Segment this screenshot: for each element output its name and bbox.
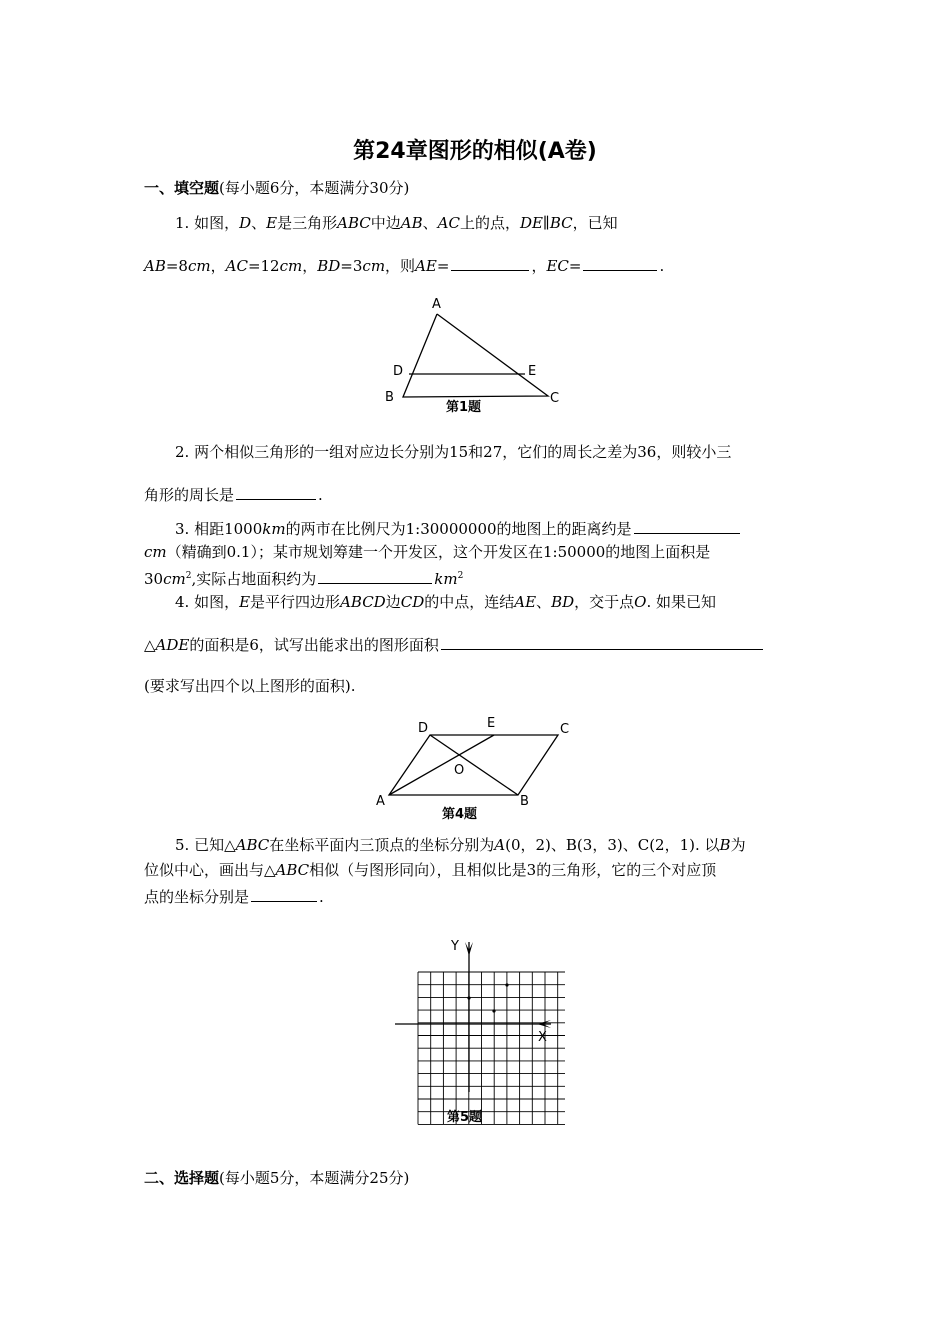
q5-text: 相似（与图形同向），且相似比是3的三角形，它的三个对应顶	[309, 861, 717, 879]
q4-text: 的中点，连结	[424, 593, 515, 611]
q3-text: 3. 相距1000	[175, 520, 263, 538]
point-label-d: D	[393, 364, 404, 379]
figure-5	[385, 932, 565, 1132]
q4-answer-blank[interactable]	[441, 633, 763, 650]
q5-var: ABC	[275, 861, 310, 879]
q3-line1	[175, 517, 742, 540]
point-label-d: D	[418, 721, 429, 736]
q1-text: =8	[165, 257, 188, 275]
point-b	[505, 983, 508, 986]
q3-answer-blank-area[interactable]	[318, 567, 432, 584]
q1-var: AB	[400, 214, 423, 232]
q1-unit: cm	[187, 257, 211, 275]
q4-text: △	[144, 636, 156, 654]
q1-unit: cm	[279, 257, 303, 275]
figure-5-caption: 第5题	[447, 1110, 483, 1125]
figure-4-svg	[368, 708, 578, 826]
q1-line2	[144, 254, 664, 277]
q5-line3	[144, 885, 324, 908]
q5-text: .	[319, 888, 324, 906]
q5-line1	[175, 834, 746, 856]
q3-line3	[144, 565, 463, 590]
q4-text: 是平行四边形	[250, 593, 341, 611]
section2-note: (每小题5分，本题满分25分)	[219, 1169, 410, 1187]
q1-text: 上的点，	[459, 214, 520, 232]
section1-heading	[144, 177, 409, 199]
q1-text: 是三角形	[277, 214, 338, 232]
figure-1-caption: 第1题	[446, 400, 482, 415]
q1-answer-blank-ae[interactable]	[451, 254, 529, 271]
q4-var: ABCD	[340, 593, 386, 611]
q2-line1: 2. 两个相似三角形的一组对应边长分别为15和27，它们的周长之差为36，则较小三	[175, 443, 732, 461]
q1-text: 、	[422, 214, 438, 232]
q3-superscript: 2	[185, 571, 192, 581]
coordinate-grid	[418, 972, 565, 1124]
q5-text: (0，2)、B(3，3)、C(2，1). 以	[505, 836, 720, 854]
q1-text: =12	[247, 257, 280, 275]
q5-var: A	[494, 836, 506, 854]
q1-var: BD	[317, 257, 341, 275]
q1-line1	[175, 212, 618, 234]
q1-text: ，	[210, 257, 226, 275]
q4-var: BD	[551, 593, 575, 611]
q3-unit: km	[262, 520, 286, 538]
q1-var: EC	[546, 257, 569, 275]
q4-text: 的面积是6，试写出能求出的图形面积	[189, 636, 439, 654]
point-label-c: C	[560, 722, 570, 737]
q4-var: E	[239, 593, 251, 611]
q1-var: E	[266, 214, 278, 232]
point-label-c: C	[550, 391, 560, 406]
q1-var: D	[239, 214, 252, 232]
section2-heading-text: 二、选择题	[144, 1169, 220, 1187]
q1-unit: cm	[362, 257, 386, 275]
q2-line2	[144, 483, 323, 506]
q1-var: AB	[144, 257, 166, 275]
q1-text: ，	[531, 257, 547, 275]
axis-label-y: Y	[451, 939, 459, 954]
q4-text: . 如果已知	[646, 593, 716, 611]
q1-text: =3	[340, 257, 363, 275]
q3-superscript: 2	[457, 571, 464, 581]
q3-unit: km	[434, 570, 458, 588]
q4-text: 边	[385, 593, 401, 611]
point-c	[492, 1009, 495, 1012]
q1-answer-blank-ec[interactable]	[583, 254, 657, 271]
point-label-e: E	[487, 716, 496, 731]
point-label-b: B	[385, 390, 394, 405]
section1-heading-text: 一、填空题	[144, 179, 220, 197]
section1-note: (每小题6分，本题满分30分)	[219, 179, 410, 197]
point-a	[467, 996, 470, 999]
q1-text: ，则	[385, 257, 416, 275]
q3-line2	[144, 541, 710, 563]
point-label-e: E	[528, 364, 537, 379]
q4-var: ADE	[155, 636, 190, 654]
q5-text: 为	[730, 836, 746, 854]
q5-text: 点的坐标分别是	[144, 888, 250, 906]
q4-var: AE	[514, 593, 537, 611]
q5-var: ABC	[235, 836, 270, 854]
figure-1	[380, 292, 570, 420]
q4-line1	[175, 591, 716, 613]
q5-var: B	[719, 836, 731, 854]
figure-4	[368, 708, 578, 826]
figure-4-caption: 第4题	[442, 807, 478, 822]
q3-answer-blank-distance[interactable]	[634, 517, 740, 534]
q4-line2	[144, 633, 765, 656]
point-label-a: A	[376, 794, 385, 809]
q4-var: O	[634, 593, 647, 611]
q4-text: 4. 如图，	[175, 593, 240, 611]
q3-unit: cm	[144, 543, 167, 561]
q1-text: ，已知	[572, 214, 618, 232]
segment-ae	[389, 735, 494, 795]
q5-text: 位似中心，画出与△	[144, 861, 276, 879]
q3-text: ,实际占地面积约为	[191, 570, 317, 588]
q3-unit: cm	[163, 570, 186, 588]
triangle-abc	[403, 314, 548, 397]
q1-var: AC	[437, 214, 460, 232]
q4-line3: (要求写出四个以上图形的面积).	[144, 677, 356, 695]
q5-answer-blank[interactable]	[251, 885, 317, 902]
q3-text: （精确到0.1）；某市规划筹建一个开发区，这个开发区在1:50000的地图上面积是	[166, 543, 711, 561]
q1-var: DE∥BC	[519, 214, 573, 232]
page-title: 第24章图形的相似(A卷)	[353, 139, 597, 164]
point-label-o: O	[454, 763, 465, 778]
q2-text: 角形的周长是	[144, 486, 235, 504]
q1-text: 、	[251, 214, 267, 232]
q4-text: 、	[536, 593, 552, 611]
q3-text: 30	[144, 570, 164, 588]
q1-text: .	[659, 257, 665, 275]
q1-text: 1. 如图，	[175, 214, 240, 232]
q2-text: .	[318, 486, 323, 504]
q1-var: AC	[225, 257, 248, 275]
q5-line2	[144, 859, 716, 881]
q1-text: 中边	[370, 214, 401, 232]
segment-bd	[430, 735, 518, 795]
point-label-a: A	[432, 297, 441, 312]
q1-var: ABC	[337, 214, 371, 232]
figure-5-svg	[385, 932, 565, 1132]
q1-text: ，	[302, 257, 318, 275]
q4-var: CD	[400, 593, 425, 611]
q3-text: 的两市在比例尺为1:30000000的地图上的距离约是	[285, 520, 632, 538]
q5-text: 在坐标平面内三顶点的坐标分别为	[269, 836, 495, 854]
q5-text: 5. 已知△	[175, 836, 236, 854]
q1-text: =	[568, 257, 582, 275]
axis-label-x: X	[538, 1030, 547, 1045]
q4-text: ，交于点	[574, 593, 635, 611]
q1-var: AE	[415, 257, 437, 275]
section2-heading	[144, 1167, 409, 1189]
q1-text: =	[436, 257, 450, 275]
q2-answer-blank[interactable]	[236, 483, 316, 500]
figure-1-svg	[380, 292, 570, 420]
point-label-b: B	[520, 794, 529, 809]
